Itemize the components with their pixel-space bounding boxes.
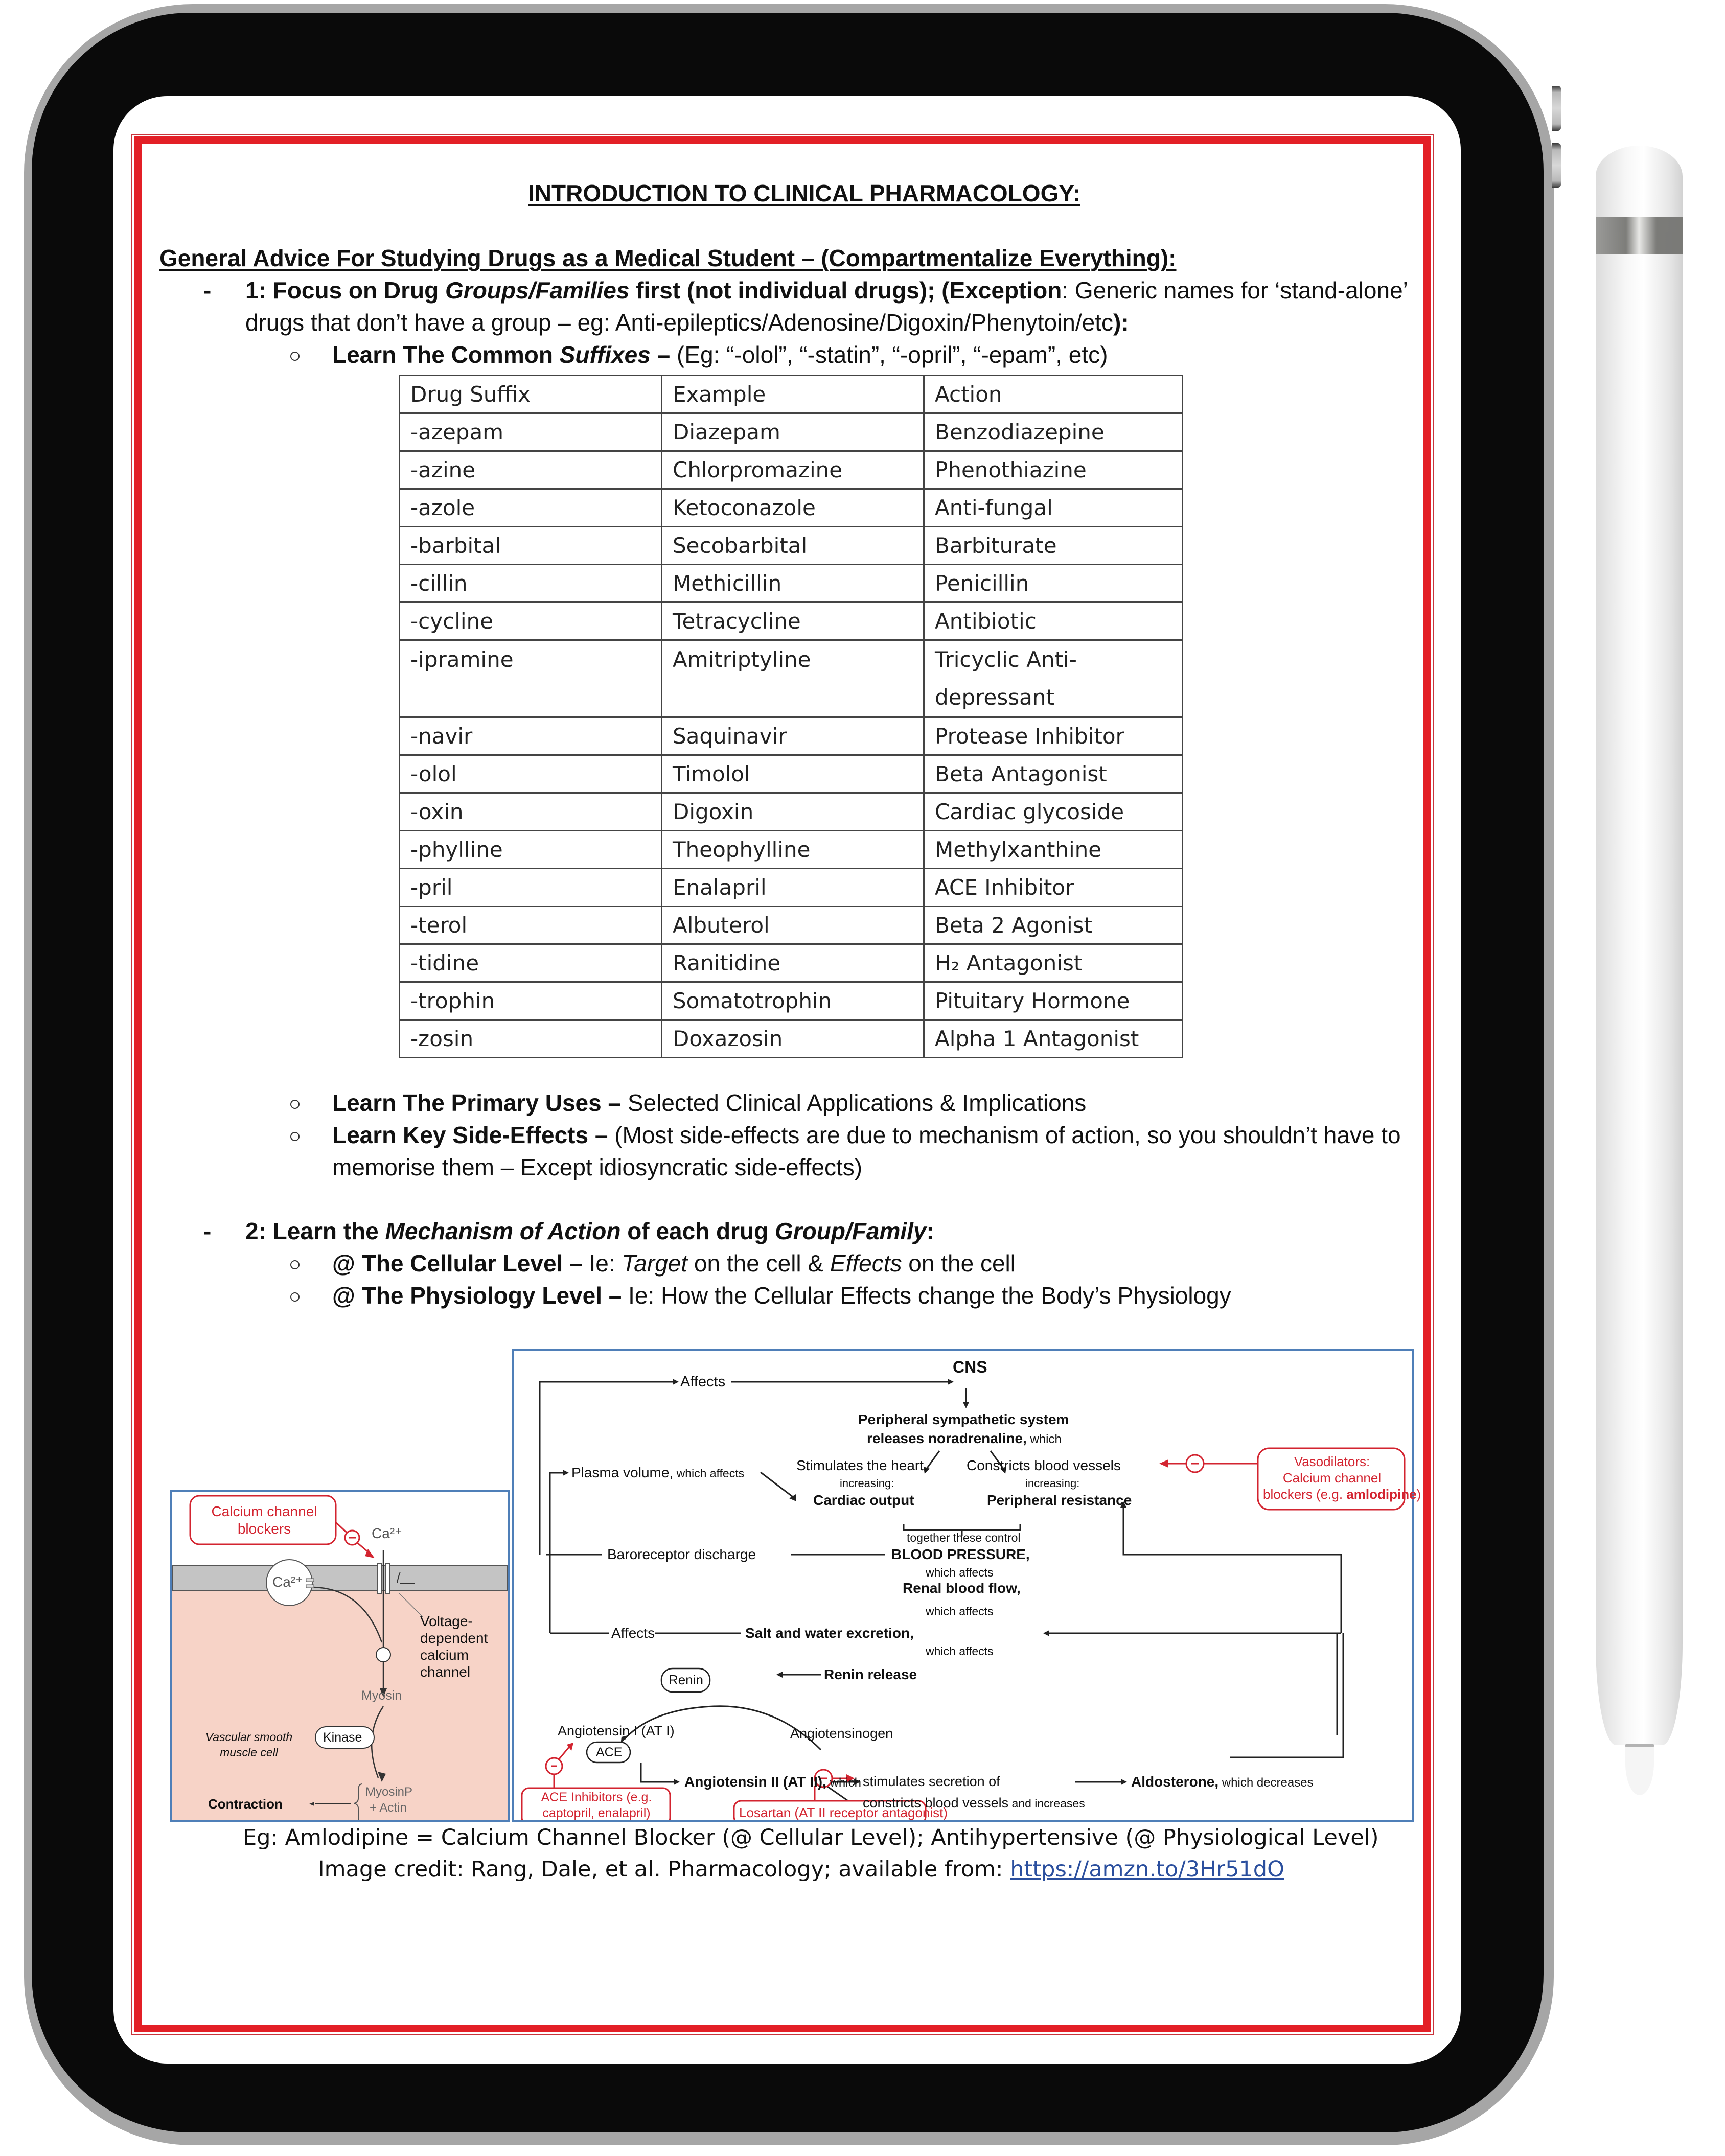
- example-cell: Doxazosin: [662, 1020, 924, 1058]
- point-2-colon: :: [926, 1218, 934, 1244]
- table-row: [400, 527, 1183, 565]
- vaso-line: [1263, 1486, 1421, 1502]
- action-cell: Methylxanthine: [924, 831, 1183, 869]
- store-channel: [306, 1585, 314, 1588]
- cellular-target: Target: [622, 1250, 688, 1277]
- arrowhead: [1043, 1630, 1049, 1636]
- contraction-label: Contraction: [208, 1796, 283, 1812]
- suffix-cell: -pril: [400, 869, 662, 907]
- page-title: INTRODUCTION TO CLINICAL PHARMACOLOGY:: [528, 180, 1080, 206]
- arrowhead: [948, 1379, 954, 1385]
- hollow-bullet-icon: [290, 1260, 300, 1269]
- sub-bullet-suffixes: [332, 343, 1108, 366]
- suffix-cell: -zosin: [400, 1020, 662, 1058]
- example-cell: Methicillin: [662, 565, 924, 602]
- action-cell: Anti-fungal: [924, 489, 1183, 527]
- suffix-bold: Learn The Common: [332, 341, 560, 368]
- aldosterone-label: [1131, 1774, 1314, 1790]
- action-cell: Barbiturate: [924, 527, 1183, 565]
- action-cell: Phenothiazine: [924, 451, 1183, 489]
- example-cell: Albuterol: [662, 907, 924, 944]
- physiology-bold: @ The Physiology Level –: [332, 1282, 629, 1309]
- example-cell: Theophylline: [662, 831, 924, 869]
- hollow-bullet-icon: [290, 1292, 300, 1302]
- channel-label-line: channel: [420, 1664, 471, 1680]
- action-cell: ACE Inhibitor: [924, 869, 1183, 907]
- increasing-label: increasing:: [840, 1477, 894, 1490]
- action-cell: Protease Inhibitor: [924, 717, 1183, 755]
- cell-diagram: [170, 1490, 510, 1822]
- renin-release-label: Renin release: [824, 1666, 917, 1682]
- cardiac-output-label: Cardiac output: [813, 1492, 914, 1508]
- stimulates-secretion-label: stimulates secretion of: [863, 1774, 1000, 1789]
- noradrenaline: releases noradrenaline,: [867, 1430, 1027, 1446]
- cell-blocker-label: [198, 1503, 331, 1538]
- cell-membrane: [172, 1566, 508, 1590]
- which-affects: which affects: [673, 1467, 745, 1480]
- action-cell: Pituitary Hormone: [924, 982, 1183, 1020]
- point-1-line-2-text: drugs that don’t have a group – eg: Anti-epileptics/Adenosine/Digoxin/Phenytoin/etc: [245, 309, 1114, 336]
- table-row: [400, 717, 1183, 755]
- suffix-cell: -terol: [400, 907, 662, 944]
- cellular-b: on the cell &: [687, 1250, 830, 1277]
- point-2-bold-a: 2: Learn the: [245, 1218, 385, 1244]
- which-affects-label: which affects: [926, 1566, 994, 1579]
- suffix-cell: -azepam: [400, 413, 662, 451]
- image-credit: [318, 1859, 1284, 1881]
- action-cell: Tricyclic Anti-depressant: [924, 640, 1183, 717]
- example-cell: Timolol: [662, 755, 924, 793]
- aldosterone: Aldosterone,: [1131, 1774, 1219, 1790]
- suffix-cell: -phylline: [400, 831, 662, 869]
- example-cell: Tetracycline: [662, 602, 924, 640]
- list-marker-dash: -: [203, 1218, 212, 1244]
- side-effects-bold: Learn Key Side-Effects –: [332, 1122, 615, 1148]
- cellular-c: on the cell: [902, 1250, 1016, 1277]
- channel-label-line: dependent: [420, 1630, 488, 1646]
- credit-link[interactable]: https://amzn.to/3Hr51dO: [1010, 1857, 1284, 1882]
- example-cell: Enalapril: [662, 869, 924, 907]
- channel-label-line: calcium: [420, 1647, 469, 1663]
- suffix-cell: -cillin: [400, 565, 662, 602]
- section-heading: General Advice For Studying Drugs as a Medical Student – (Compartmentalize Everything):: [159, 245, 1177, 271]
- affects-mid-label: Affects: [611, 1625, 655, 1641]
- table-row: [400, 1020, 1183, 1058]
- table-header: Action: [924, 376, 1183, 413]
- suffix-cell: -barbital: [400, 527, 662, 565]
- sympathetic-label-2: [867, 1430, 1062, 1447]
- table-header: Example: [662, 376, 924, 413]
- sub-bullet-cellular: [332, 1251, 1016, 1275]
- blood-pressure-diagram: [512, 1349, 1421, 1822]
- increasing-label: increasing:: [1025, 1477, 1080, 1490]
- example-cell: Somatotrophin: [662, 982, 924, 1020]
- myosinp-line: MyosinP: [365, 1785, 413, 1799]
- salt-water-label: Salt and water excretion,: [745, 1625, 914, 1641]
- channel-wall-left: [378, 1563, 381, 1594]
- list-marker-dash: -: [203, 277, 212, 304]
- action-cell: Antibiotic: [924, 602, 1183, 640]
- vaso-text: blockers (e.g.: [1263, 1487, 1347, 1502]
- baroreceptor-label: Baroreceptor discharge: [607, 1546, 756, 1562]
- plasma-volume: Plasma volume,: [571, 1465, 674, 1480]
- table-row: [400, 831, 1183, 869]
- angiotensin-2-label: [684, 1774, 861, 1790]
- volume-down-button: [1552, 143, 1561, 188]
- point-2-moa: Mechanism of Action: [385, 1218, 621, 1244]
- example-cell: Chlorpromazine: [662, 451, 924, 489]
- action-cell: Penicillin: [924, 565, 1183, 602]
- arrowhead-red: [1159, 1459, 1168, 1468]
- sub-bullet-side-effects: [332, 1123, 1401, 1147]
- suffix-dash: –: [650, 341, 677, 368]
- myosin-label: Myosin: [361, 1688, 402, 1703]
- suffix-table: [399, 375, 1183, 1058]
- amlodipine: amlodipine: [1346, 1487, 1417, 1502]
- angiotensin-1-label: Angiotensin I (AT I): [558, 1723, 675, 1738]
- uses-text: Selected Clinical Applications & Implications: [627, 1089, 1087, 1116]
- suffix-cell: -tidine: [400, 944, 662, 982]
- which-affects-label: which affects: [926, 1605, 994, 1618]
- hollow-bullet-icon: [290, 352, 300, 361]
- table-body: [400, 413, 1183, 1058]
- point-1-line-1: [245, 279, 1408, 302]
- action-cell: Cardiac glycoside: [924, 793, 1183, 831]
- point-2-bold-b: of each drug: [620, 1218, 775, 1244]
- point-1-line-2-end: ):: [1113, 309, 1129, 336]
- suffix-cell: -navir: [400, 717, 662, 755]
- to-heart-line: [927, 1451, 939, 1469]
- action-cell: Beta Antagonist: [924, 755, 1183, 793]
- affects-top-label: Affects: [680, 1374, 726, 1390]
- suffix-italic: Suffixes: [559, 341, 651, 368]
- blood-pressure-label: BLOOD PRESSURE,: [891, 1546, 1030, 1562]
- action-cell: Beta 2 Agonist: [924, 907, 1183, 944]
- calcium-store-label: Ca²⁺: [272, 1574, 303, 1590]
- table-row: [400, 982, 1183, 1020]
- together-label: together these control: [907, 1531, 1021, 1544]
- angiotensin-2: Angiotensin II (AT II),: [684, 1774, 826, 1790]
- cns-label: CNS: [953, 1358, 987, 1376]
- angiotensinogen-label: Angiotensinogen: [790, 1726, 893, 1741]
- table-row: [400, 451, 1183, 489]
- which-affects-label: which affects: [926, 1644, 994, 1658]
- suffix-cell: -azine: [400, 451, 662, 489]
- point-1-groups: Groups/Families: [445, 277, 630, 304]
- stylus-pencil: [1596, 146, 1683, 1822]
- table-row: [400, 489, 1183, 527]
- suffix-cell: -azole: [400, 489, 662, 527]
- ace-label: ACE: [596, 1745, 623, 1759]
- vasodilator-label: [1263, 1453, 1421, 1502]
- constricts-vessels: constricts blood vessels: [863, 1795, 1009, 1811]
- table-row: [400, 602, 1183, 640]
- myosinp-line: + Actin: [370, 1801, 407, 1815]
- side-effects-line-2: memorise them – Except idiosyncratic side-effects): [332, 1154, 863, 1180]
- cell-type-line: muscle cell: [220, 1746, 278, 1759]
- blocker-label-line-1: Calcium channel: [211, 1503, 317, 1519]
- constricts-label: Constricts blood vessels: [967, 1457, 1121, 1473]
- and-increases: and increases: [1008, 1797, 1085, 1810]
- table-row: [400, 755, 1183, 793]
- sub-bullet-primary-uses: [332, 1091, 1086, 1115]
- vaso-line: Vasodilators:: [1294, 1454, 1370, 1469]
- vaso-text: ): [1416, 1487, 1421, 1502]
- which: which: [826, 1776, 861, 1790]
- arrowhead: [776, 1672, 783, 1678]
- action-cell: Alpha 1 Antagonist: [924, 1020, 1183, 1058]
- point-1-bold-a: Focus on Drug: [266, 277, 446, 304]
- action-cell: H₂ Antagonist: [924, 944, 1183, 982]
- sub-bullet-physiology: [332, 1284, 1231, 1307]
- arrowhead: [563, 1470, 569, 1476]
- arrowhead: [1121, 1779, 1127, 1785]
- table-row: [400, 793, 1183, 831]
- suffix-cell: -trophin: [400, 982, 662, 1020]
- example-cell: Secobarbital: [662, 527, 924, 565]
- pencil-tip: [1625, 1747, 1654, 1795]
- pencil-band: [1596, 217, 1683, 254]
- example-cell: Ranitidine: [662, 944, 924, 982]
- action-cell: Benzodiazepine: [924, 413, 1183, 451]
- suffix-cell: -oxin: [400, 793, 662, 831]
- physiology-text: Ie: How the Cellular Effects change the Body’s Physiology: [628, 1282, 1231, 1309]
- suffix-cell: -olol: [400, 755, 662, 793]
- plasma-to-co-line: [761, 1472, 793, 1497]
- cellular-a: Ie:: [589, 1250, 622, 1277]
- hollow-bullet-icon: [290, 1100, 300, 1109]
- arrowhead: [963, 1402, 969, 1408]
- example-cell: Diazepam: [662, 413, 924, 451]
- which-decreases: which decreases: [1218, 1776, 1314, 1790]
- calcium-outside-label: Ca²⁺: [372, 1525, 402, 1541]
- constricts-line: [1230, 1633, 1343, 1757]
- uses-bold: Learn The Primary Uses –: [332, 1089, 628, 1116]
- hollow-bullet-icon: [290, 1132, 300, 1141]
- blocker-label-line-2: blockers: [237, 1521, 291, 1537]
- plasma-label: [571, 1465, 744, 1481]
- point-2-line: [245, 1219, 934, 1243]
- table-row: [400, 413, 1183, 451]
- channel-label-line: Voltage-: [420, 1613, 473, 1629]
- renin-label: Renin: [669, 1672, 703, 1687]
- table-row: [400, 944, 1183, 982]
- ace-block-arrow: [559, 1747, 569, 1759]
- point-1-bold-b: first (not individual drugs); (: [629, 277, 950, 304]
- point-2-group: Group/Family: [775, 1218, 927, 1244]
- point-1-number: 1:: [245, 277, 266, 304]
- cell-interior: [172, 1566, 508, 1820]
- plasma-loop-line: [550, 1473, 563, 1633]
- point-1-normal: : Generic names for ‘stand-alone’: [1062, 277, 1408, 304]
- table-header: Drug Suffix: [400, 376, 662, 413]
- peripheral-resistance-label: Peripheral resistance: [987, 1492, 1132, 1508]
- pencil-body: [1596, 146, 1683, 1745]
- vaso-line: Calcium channel: [1282, 1470, 1382, 1486]
- suffix-cell: -cycline: [400, 602, 662, 640]
- example-cell: Digoxin: [662, 793, 924, 831]
- suffix-examples: (Eg: “-olol”, “-statin”, “-opril”, “-epam”, etc): [677, 341, 1108, 368]
- sympathetic-label-1: Peripheral sympathetic system: [858, 1411, 1069, 1427]
- volume-up-button: [1552, 86, 1561, 131]
- example-cell: Ketoconazole: [662, 489, 924, 527]
- suffix-cell: -ipramine: [400, 640, 662, 717]
- which: which: [1026, 1432, 1062, 1446]
- ace-inhibitor-label: [525, 1790, 668, 1821]
- plus-icon: [376, 1648, 390, 1662]
- cellular-effects: Effects: [830, 1250, 902, 1277]
- figure-caption: Eg: Amlodipine = Calcium Channel Blocker (@ Cellular Level); Antihypertensive (@ Physiological Level): [243, 1825, 1379, 1850]
- kinase-label: Kinase: [323, 1730, 362, 1745]
- example-cell: Saquinavir: [662, 717, 924, 755]
- cell-type-label: [193, 1729, 305, 1760]
- example-cell: Amitriptyline: [662, 640, 924, 717]
- channel-wall-right: [386, 1563, 389, 1594]
- channel-label: [420, 1613, 488, 1680]
- renal-flow-label: Renal blood flow,: [903, 1580, 1021, 1596]
- point-1-exception: Exception: [949, 277, 1062, 304]
- side-effects-text: (Most side-effects are due to mechanism of action, so you shouldn’t have to: [614, 1122, 1401, 1148]
- point-1-line-2: [245, 311, 1129, 334]
- table-row: [400, 640, 1183, 717]
- arrowhead: [674, 1779, 680, 1785]
- arrowhead: [673, 1379, 679, 1385]
- cellular-bold: @ The Cellular Level –: [332, 1250, 589, 1277]
- to-resistance-line: [1123, 1508, 1341, 1633]
- myosinp-label: [365, 1784, 412, 1816]
- table-row: [400, 907, 1183, 944]
- ace-inhibitor-line: ACE Inhibitors (e.g.: [541, 1790, 652, 1804]
- losartan-label: Losartan (AT II receptor antagonist): [739, 1805, 948, 1820]
- cell-type-line: Vascular smooth: [205, 1730, 293, 1744]
- ace-to-at2-line: [641, 1763, 674, 1782]
- store-channel: [306, 1579, 314, 1582]
- credit-text: Image credit: Rang, Dale, et al. Pharmacology; available from:: [318, 1857, 1010, 1882]
- table-row: [400, 869, 1183, 907]
- stimulates-heart-label: Stimulates the heart,: [796, 1457, 928, 1473]
- ace-inhibitor-line: captopril, enalapril): [542, 1806, 651, 1820]
- table-row: [400, 565, 1183, 602]
- together-brace: [904, 1524, 1020, 1530]
- table-header-row: [400, 376, 1183, 413]
